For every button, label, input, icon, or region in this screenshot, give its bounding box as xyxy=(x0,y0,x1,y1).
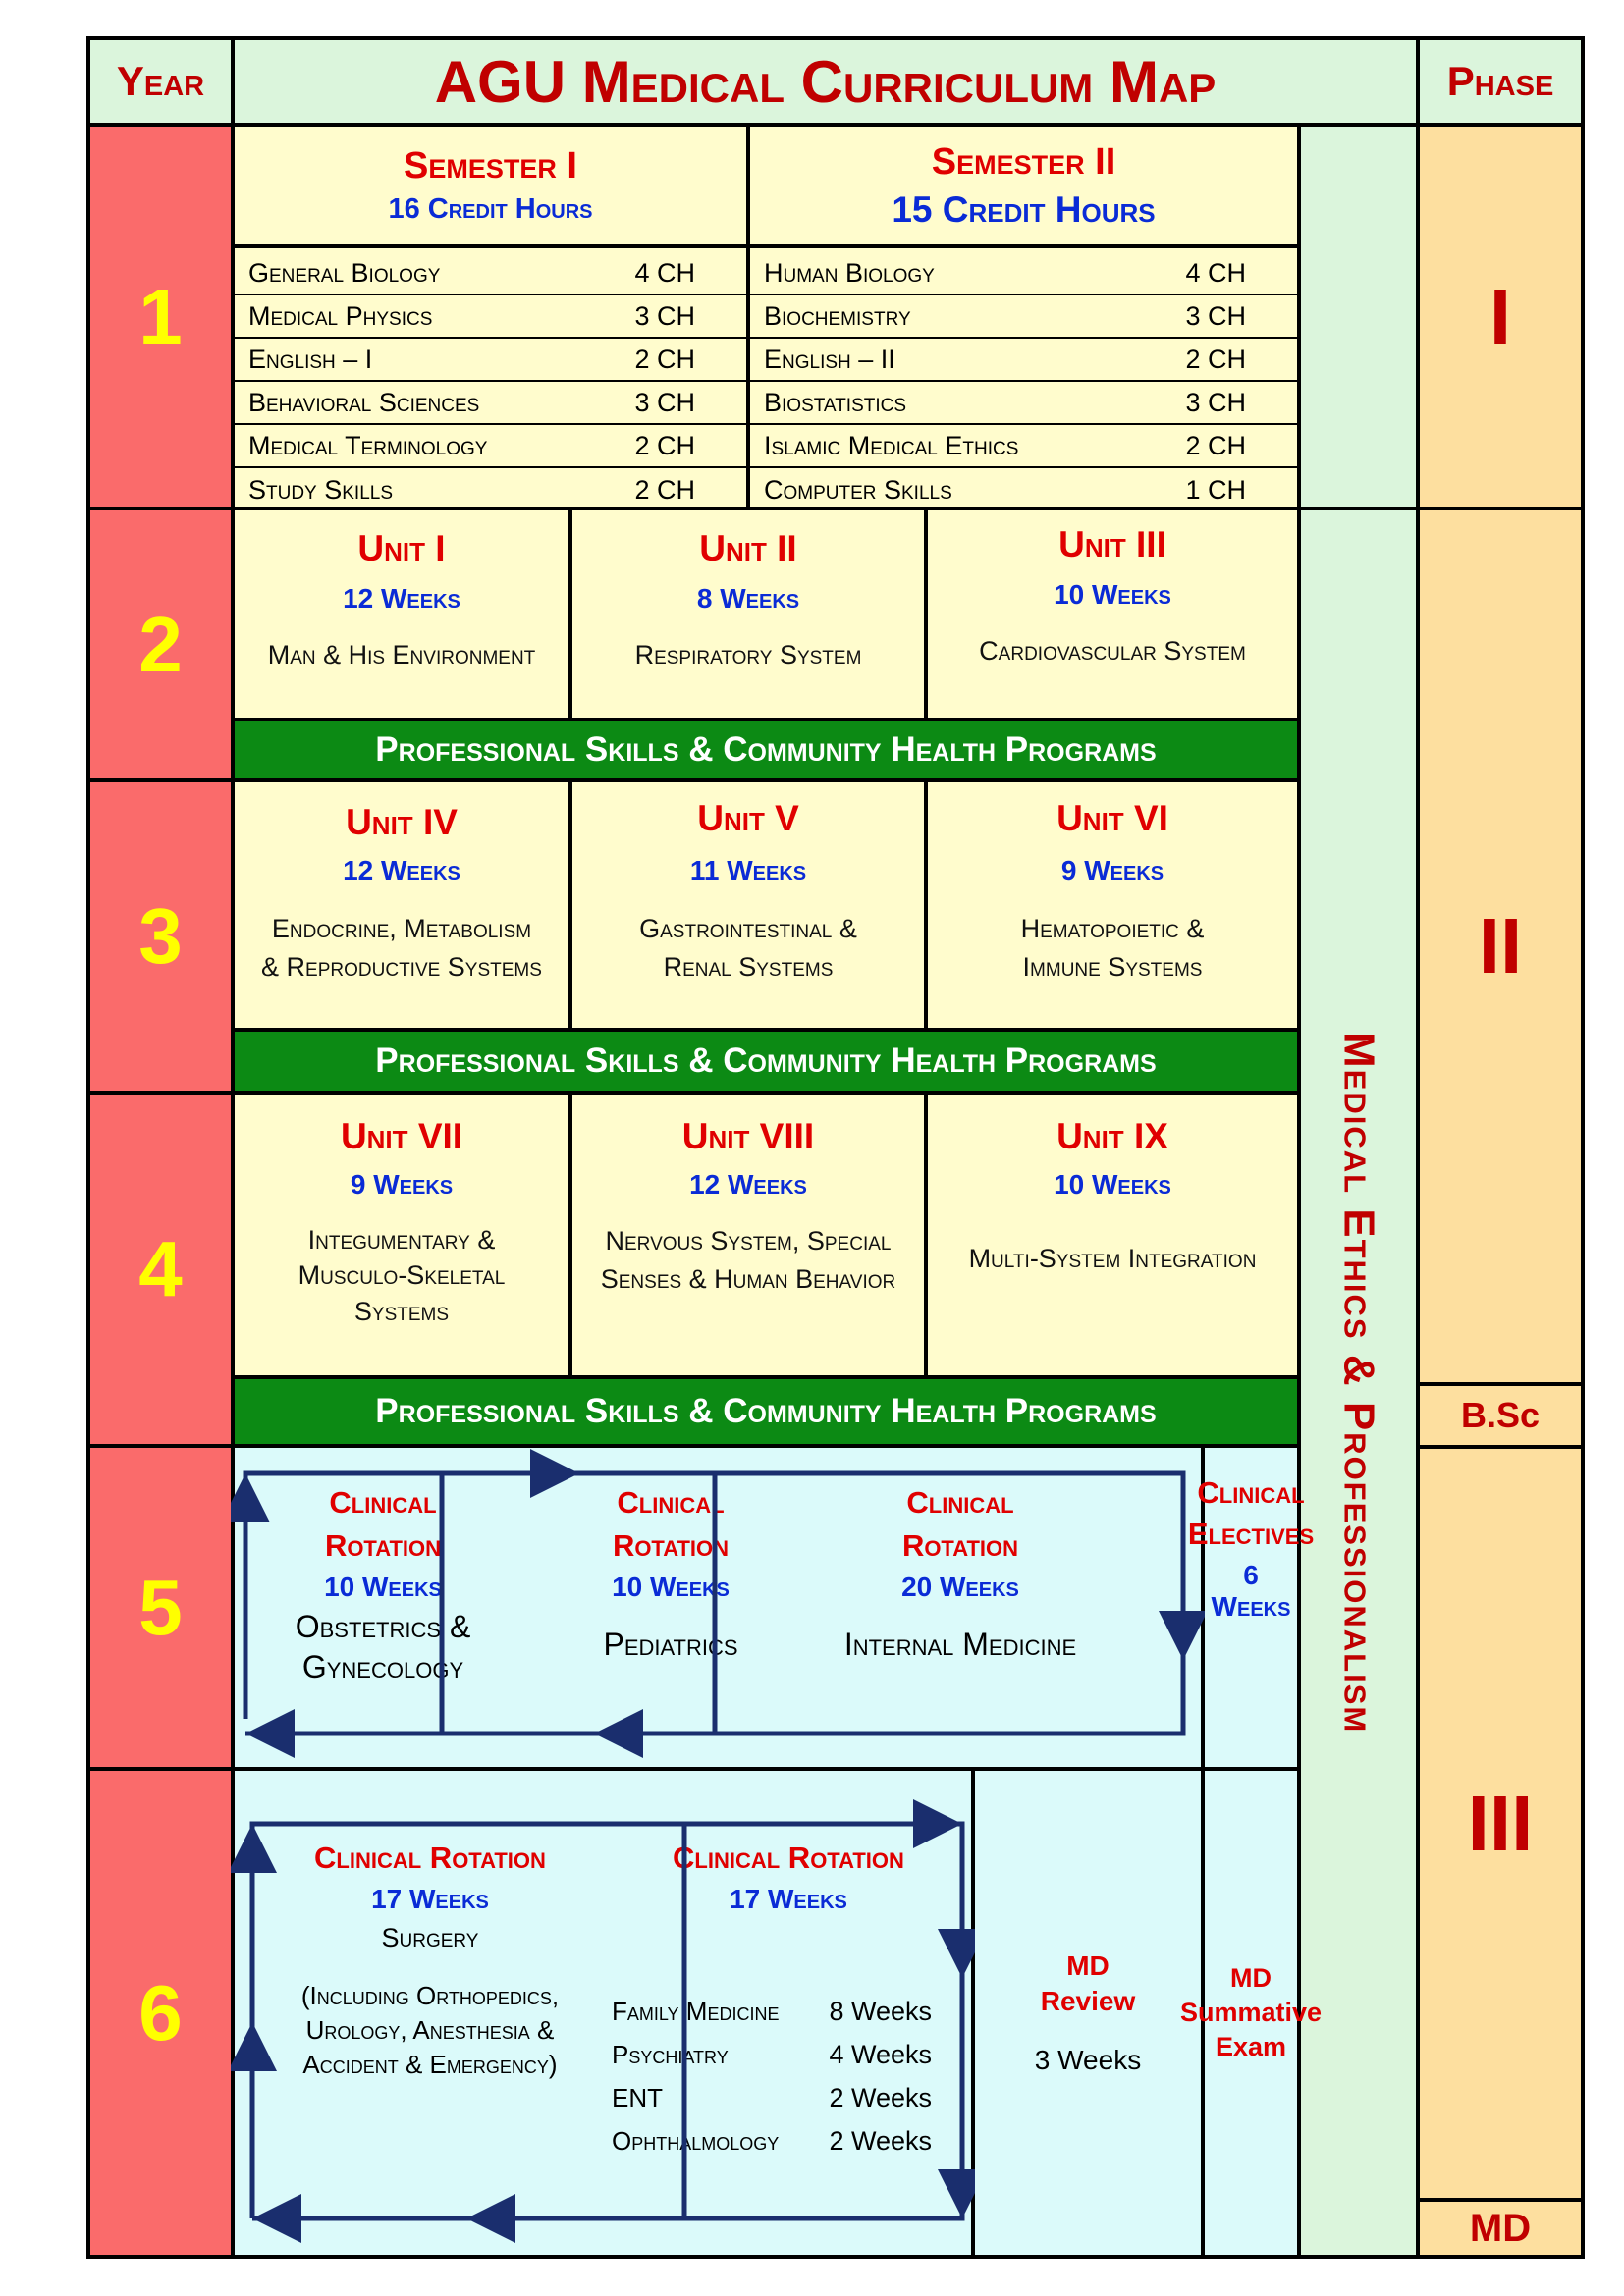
course-name: English – I xyxy=(248,344,373,374)
course-credit-hours: 2 CH xyxy=(634,344,695,374)
year-1-number: 1 xyxy=(138,272,183,360)
semester-1-courses xyxy=(231,244,750,510)
course-name: Islamic Medical Ethics xyxy=(764,430,1019,460)
phase-3-label: III xyxy=(1467,1779,1534,1867)
phase-header-cell xyxy=(1416,36,1585,127)
course-name: Behavioral Sciences xyxy=(248,387,480,417)
skills-banner-2-label: Professional Skills & Community Health Programs xyxy=(375,1041,1157,1080)
unit-1-system: Man & His Environment xyxy=(267,640,536,669)
unit-5-title: Unit V xyxy=(697,798,799,838)
title-cell xyxy=(231,36,1420,127)
unit-9-system: Multi-System Integration xyxy=(968,1244,1257,1273)
course-credit-hours: 2 CH xyxy=(634,474,695,505)
course-name: Human Biology xyxy=(764,257,935,288)
unit-3-title: Unit III xyxy=(1058,524,1166,564)
rotation-mixed-item-weeks: 4 Weeks xyxy=(829,2039,932,2069)
year-header-label: Year xyxy=(116,58,205,104)
md-review-line1: MD xyxy=(1066,1949,1110,1981)
course-credit-hours: 3 CH xyxy=(1185,387,1246,417)
semester-1-hours: 16 Credit Hours xyxy=(388,193,593,225)
rotation-mixed-item-weeks: 8 Weeks xyxy=(829,1996,932,2026)
course-name: Biostatistics xyxy=(764,387,907,417)
semester-1-course-row xyxy=(235,339,746,382)
unit-8-weeks: 12 Weeks xyxy=(689,1169,807,1200)
course-credit-hours: 3 CH xyxy=(1185,300,1246,331)
rotation-mixed-item-weeks: 2 Weeks xyxy=(829,2125,932,2156)
phase-1-label: I xyxy=(1489,272,1512,360)
unit-6-system-line1: Hematopoietic & xyxy=(1020,914,1205,943)
unit-3-weeks: 10 Weeks xyxy=(1054,579,1171,610)
semester-2-course-row xyxy=(750,382,1297,425)
unit-6-system-line2: Immune Systems xyxy=(1022,952,1203,983)
skills-banner-1 xyxy=(231,718,1301,782)
rotation-mixed-weeks: 17 Weeks xyxy=(730,1884,847,1914)
phase-2-cell xyxy=(1416,507,1585,1386)
semester-2-header xyxy=(746,123,1301,248)
course-name: Medical Physics xyxy=(248,300,433,331)
course-credit-hours: 1 CH xyxy=(1185,474,1246,505)
electives-weeks: 6 Weeks xyxy=(1211,1560,1291,1622)
rotation-1-weeks: 10 Weeks xyxy=(324,1572,442,1602)
year-5-rotation-arrows xyxy=(231,1444,1205,1771)
semester-1-header xyxy=(231,123,750,248)
rotation-2-weeks: 10 Weeks xyxy=(612,1572,730,1602)
rotation-3-line1: Clinical xyxy=(906,1485,1014,1520)
course-name: General Biology xyxy=(248,257,441,288)
year-6-number: 6 xyxy=(138,1968,183,2056)
md-exam-cell xyxy=(1179,1767,1323,2259)
md-label: MD xyxy=(1469,2206,1532,2250)
curriculum-map xyxy=(86,36,1585,2259)
year-5-cell xyxy=(86,1444,235,1771)
md-exam-line1: MD xyxy=(1230,1963,1272,1993)
unit-7-title: Unit VII xyxy=(340,1116,463,1156)
rotation-2-line1: Clinical xyxy=(617,1485,725,1520)
course-name: Medical Terminology xyxy=(248,430,488,460)
semester-2-course-row xyxy=(750,468,1297,511)
year-5-number: 5 xyxy=(138,1563,183,1651)
unit-8-system-line1: Nervous System, Special xyxy=(605,1226,892,1255)
year-6-rotation-arrows xyxy=(231,1767,975,2259)
rotation-mixed-item-weeks: 2 Weeks xyxy=(829,2082,932,2112)
surgery-note-line3: Accident & Emergency) xyxy=(302,2050,558,2079)
unit-4-system-line2: & Reproductive Systems xyxy=(261,952,542,983)
unit-8-title: Unit VIII xyxy=(681,1116,815,1156)
semester-1-course-row xyxy=(235,252,746,295)
ethics-label: Medical Ethics & Professionalism xyxy=(1334,1031,1383,1735)
skills-banner-3-label: Professional Skills & Community Health Programs xyxy=(375,1392,1157,1430)
rotation-2-specialty: Pediatrics xyxy=(603,1627,738,1662)
year-2-number: 2 xyxy=(138,600,183,688)
rotation-mixed-item-name: ENT xyxy=(612,2082,663,2112)
unit-7-system-line3: Systems xyxy=(353,1296,450,1326)
unit-6-title: Unit VI xyxy=(1056,798,1168,838)
surgery-rotation-title: Clinical Rotation xyxy=(314,1841,546,1875)
unit-7-weeks: 9 Weeks xyxy=(350,1169,454,1200)
unit-4-cell xyxy=(231,778,572,1032)
unit-2-title: Unit II xyxy=(699,528,797,568)
rotation-3-weeks: 20 Weeks xyxy=(901,1572,1019,1602)
rotation-1-specialty-line2: Gynecology xyxy=(301,1649,464,1684)
unit-5-system-line1: Gastrointestinal & xyxy=(639,914,857,943)
skills-banner-3 xyxy=(231,1375,1301,1448)
unit-3-cell xyxy=(924,507,1301,721)
unit-8-cell xyxy=(568,1091,928,1379)
unit-1-cell xyxy=(231,507,572,721)
rotation-mixed-item-name: Psychiatry xyxy=(612,2039,729,2069)
year-3-number: 3 xyxy=(138,892,183,980)
surgery-note-line2: Urology, Anesthesia & xyxy=(305,2015,555,2045)
unit-3-system: Cardiovascular System xyxy=(979,636,1246,666)
unit-6-weeks: 9 Weeks xyxy=(1060,855,1164,885)
semester-2-course-row xyxy=(750,252,1297,295)
semester-1-course-row xyxy=(235,382,746,425)
phase-2-label: II xyxy=(1478,902,1523,989)
unit-1-title: Unit I xyxy=(357,528,446,568)
course-name: Computer Skills xyxy=(764,474,952,505)
unit-2-weeks: 8 Weeks xyxy=(696,583,800,614)
surgery-rotation-weeks: 17 Weeks xyxy=(371,1884,489,1914)
unit-5-cell xyxy=(568,778,928,1032)
skills-banner-2 xyxy=(231,1028,1301,1095)
bsc-label: B.Sc xyxy=(1460,1395,1541,1435)
unit-7-cell xyxy=(231,1091,572,1379)
unit-9-title: Unit IX xyxy=(1056,1116,1168,1156)
year-header-cell xyxy=(86,36,235,127)
rotation-3-specialty: Internal Medicine xyxy=(843,1627,1077,1662)
rotation-3-line2: Rotation xyxy=(901,1528,1019,1563)
unit-5-system-line2: Renal Systems xyxy=(663,952,834,983)
md-cell xyxy=(1416,2198,1585,2259)
year-4-number: 4 xyxy=(138,1225,183,1312)
rotation-1-specialty-line1: Obstetrics & xyxy=(295,1609,471,1644)
phase-1-cell xyxy=(1416,123,1585,510)
rotation-mixed-item-name: Ophthalmology xyxy=(612,2125,780,2156)
semester-2-course-row xyxy=(750,425,1297,468)
course-credit-hours: 3 CH xyxy=(634,387,695,417)
page-title: AGU Medical Curriculum Map xyxy=(434,48,1217,115)
course-credit-hours: 3 CH xyxy=(634,300,695,331)
rotation-mixed-item-name: Family Medicine xyxy=(612,1996,780,2026)
unit-6-cell xyxy=(924,778,1301,1032)
unit-8-system-line2: Senses & Human Behavior xyxy=(600,1264,896,1295)
rotation-2-line2: Rotation xyxy=(612,1528,730,1563)
year-6-cell xyxy=(86,1767,235,2259)
course-credit-hours: 2 CH xyxy=(1185,430,1246,460)
md-exam-line3: Exam xyxy=(1215,2032,1287,2061)
unit-4-weeks: 12 Weeks xyxy=(343,855,460,885)
course-credit-hours: 2 CH xyxy=(1185,344,1246,374)
unit-1-weeks: 12 Weeks xyxy=(343,583,460,614)
year-1-cell xyxy=(86,123,235,510)
electives-title-line1: Clinical xyxy=(1197,1475,1305,1510)
unit-7-system-line1: Integumentary & xyxy=(307,1225,496,1255)
semester-2-course-row xyxy=(750,295,1297,339)
clinical-electives-cell xyxy=(1187,1444,1315,1771)
electives-title-line2: Electives xyxy=(1187,1517,1315,1551)
semester-2-title: Semester II xyxy=(931,140,1116,183)
semester-1-course-row xyxy=(235,468,746,511)
semester-1-course-row xyxy=(235,295,746,339)
course-credit-hours: 4 CH xyxy=(1185,257,1246,288)
rotation-1-line1: Clinical xyxy=(329,1485,437,1520)
semester-2-hours: 15 Credit Hours xyxy=(892,188,1156,230)
course-credit-hours: 4 CH xyxy=(634,257,695,288)
md-review-weeks: 3 Weeks xyxy=(1034,2044,1142,2075)
unit-4-title: Unit IV xyxy=(346,802,458,842)
course-name: English – II xyxy=(764,344,895,374)
rotation-mixed-title: Clinical Rotation xyxy=(673,1841,904,1875)
unit-7-system-line2: Musculo-Skeletal xyxy=(298,1260,506,1291)
rotation-1-line2: Rotation xyxy=(324,1528,442,1563)
unit-5-weeks: 11 Weeks xyxy=(689,855,807,885)
unit-2-system: Respiratory System xyxy=(634,640,862,669)
semester-1-title: Semester I xyxy=(404,145,577,187)
surgery-name: Surgery xyxy=(381,1923,479,1952)
unit-9-weeks: 10 Weeks xyxy=(1054,1169,1171,1200)
year-2-cell xyxy=(86,507,235,782)
md-review-cell xyxy=(971,1767,1205,2259)
unit-2-cell xyxy=(568,507,928,721)
year-4-cell xyxy=(86,1091,235,1448)
unit-4-system-line1: Endocrine, Metabolism xyxy=(271,914,532,943)
surgery-note-line1: (Including Orthopedics, xyxy=(300,1981,560,2010)
ethics-column xyxy=(1297,507,1420,2259)
md-review-line2: Review xyxy=(1040,1985,1136,2016)
course-name: Study Skills xyxy=(248,474,393,505)
bsc-cell xyxy=(1416,1382,1585,1449)
phase-3-cell xyxy=(1416,1445,1585,2202)
semester-2-course-row xyxy=(750,339,1297,382)
course-credit-hours: 2 CH xyxy=(634,430,695,460)
semester-2-courses xyxy=(746,244,1301,510)
semester-1-course-row xyxy=(235,425,746,468)
unit-9-cell xyxy=(924,1091,1301,1379)
phase-header-label: Phase xyxy=(1446,58,1554,104)
year-3-cell xyxy=(86,778,235,1095)
md-exam-line2: Summative xyxy=(1179,1998,1323,2027)
skills-banner-1-label: Professional Skills & Community Health Programs xyxy=(375,730,1157,769)
course-name: Biochemistry xyxy=(764,300,911,331)
ethics-column-top xyxy=(1297,123,1420,510)
